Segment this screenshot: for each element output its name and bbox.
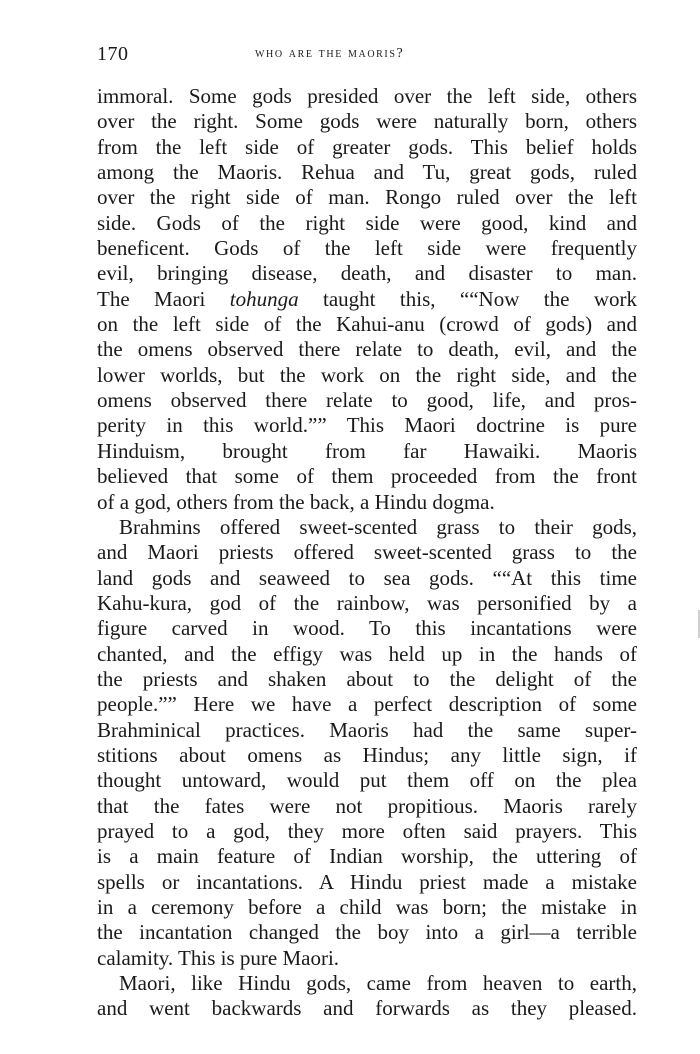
text-line: evil, bringing disease, death, and disaster to man. xyxy=(97,261,637,286)
text-line: and Maori priests offered sweet-scented grass to the xyxy=(97,540,637,565)
text-line: is a main feature of Indian worship, the uttering of xyxy=(97,844,637,869)
text-run: taught this, ““Now the work xyxy=(298,286,637,311)
text-line: chanted, and the effigy was held up in the hands of xyxy=(97,641,637,666)
text-line: Brahmins offered sweet-scented grass to their gods, xyxy=(119,514,637,539)
paragraph-3 xyxy=(97,971,637,1022)
paragraph-1 xyxy=(97,84,637,515)
text-line: over the right. Some gods were naturally born, others xyxy=(97,109,637,134)
text-line: beneficent. Gods of the left side were frequently xyxy=(97,236,637,261)
text-line: the incantation changed the boy into a girl—a terrible xyxy=(97,920,637,945)
text-line: figure carved in wood. To this incantations were xyxy=(97,616,637,641)
text-line: immoral. Some gods presided over the left side, others xyxy=(97,84,637,108)
text-line: spells or incantations. A Hindu priest made a mistake xyxy=(97,869,637,894)
text-line: people.”” Here we have a perfect description of some xyxy=(97,692,637,717)
text-line: stitions about omens as Hindus; any little sign, if xyxy=(97,742,637,767)
text-line: that the fates were not propitious. Maoris rarely xyxy=(97,793,637,818)
text-run: The Maori xyxy=(97,286,230,311)
body-text xyxy=(97,84,637,1022)
running-head: who are the maoris? xyxy=(255,46,405,61)
paragraph-2 xyxy=(97,515,637,971)
page-header xyxy=(97,40,637,68)
text-line: over the right side of man. Rongo ruled over the left xyxy=(97,185,637,210)
text-line: the omens observed there relate to death, evil, and the xyxy=(97,337,637,362)
text-line: believed that some of them proceeded from the front xyxy=(97,464,637,489)
text-line: land gods and seaweed to sea gods. ““At this time xyxy=(97,565,637,590)
text-line: of a god, others from the back, a Hindu dogma. xyxy=(97,489,495,514)
text-line: the priests and shaken about to the delight of the xyxy=(97,666,637,691)
text-line: Maori, like Hindu gods, came from heaven to earth, xyxy=(119,971,637,996)
text-line: side. Gods of the right side were good, kind and xyxy=(97,210,637,235)
text-line: prayed to a god, they more often said prayers. This xyxy=(97,818,637,843)
text-line: among the Maoris. Rehua and Tu, great gods, ruled xyxy=(97,160,637,185)
text-line: omens observed there relate to good, life, and pros- xyxy=(97,388,637,413)
text-line: Hinduism, brought from far Hawaiki. Maoris xyxy=(97,438,637,463)
text-line: lower worlds, but the work on the right side, and the xyxy=(97,362,637,387)
text-line: and went backwards and forwards as they pleased. xyxy=(97,996,637,1021)
text-line: on the left side of the Kahui-anu (crowd of gods) and xyxy=(97,312,637,337)
text-line: from the left side of greater gods. This belief holds xyxy=(97,134,637,159)
text-line-with-italic xyxy=(97,287,637,312)
text-line: Kahu-kura, god of the rainbow, was personified by a xyxy=(97,590,637,615)
italic-term: tohunga xyxy=(229,286,299,311)
text-line: thought untoward, would put them off on the plea xyxy=(97,768,637,793)
text-line: Brahminical practices. Maoris had the same super- xyxy=(97,717,637,742)
page-number: 170 xyxy=(97,43,129,65)
text-line: perity in this world.”” This Maori doctrine is pure xyxy=(97,413,637,438)
text-line: calamity. This is pure Maori. xyxy=(97,945,340,970)
text-line: in a ceremony before a child was born; the mistake in xyxy=(97,895,637,919)
